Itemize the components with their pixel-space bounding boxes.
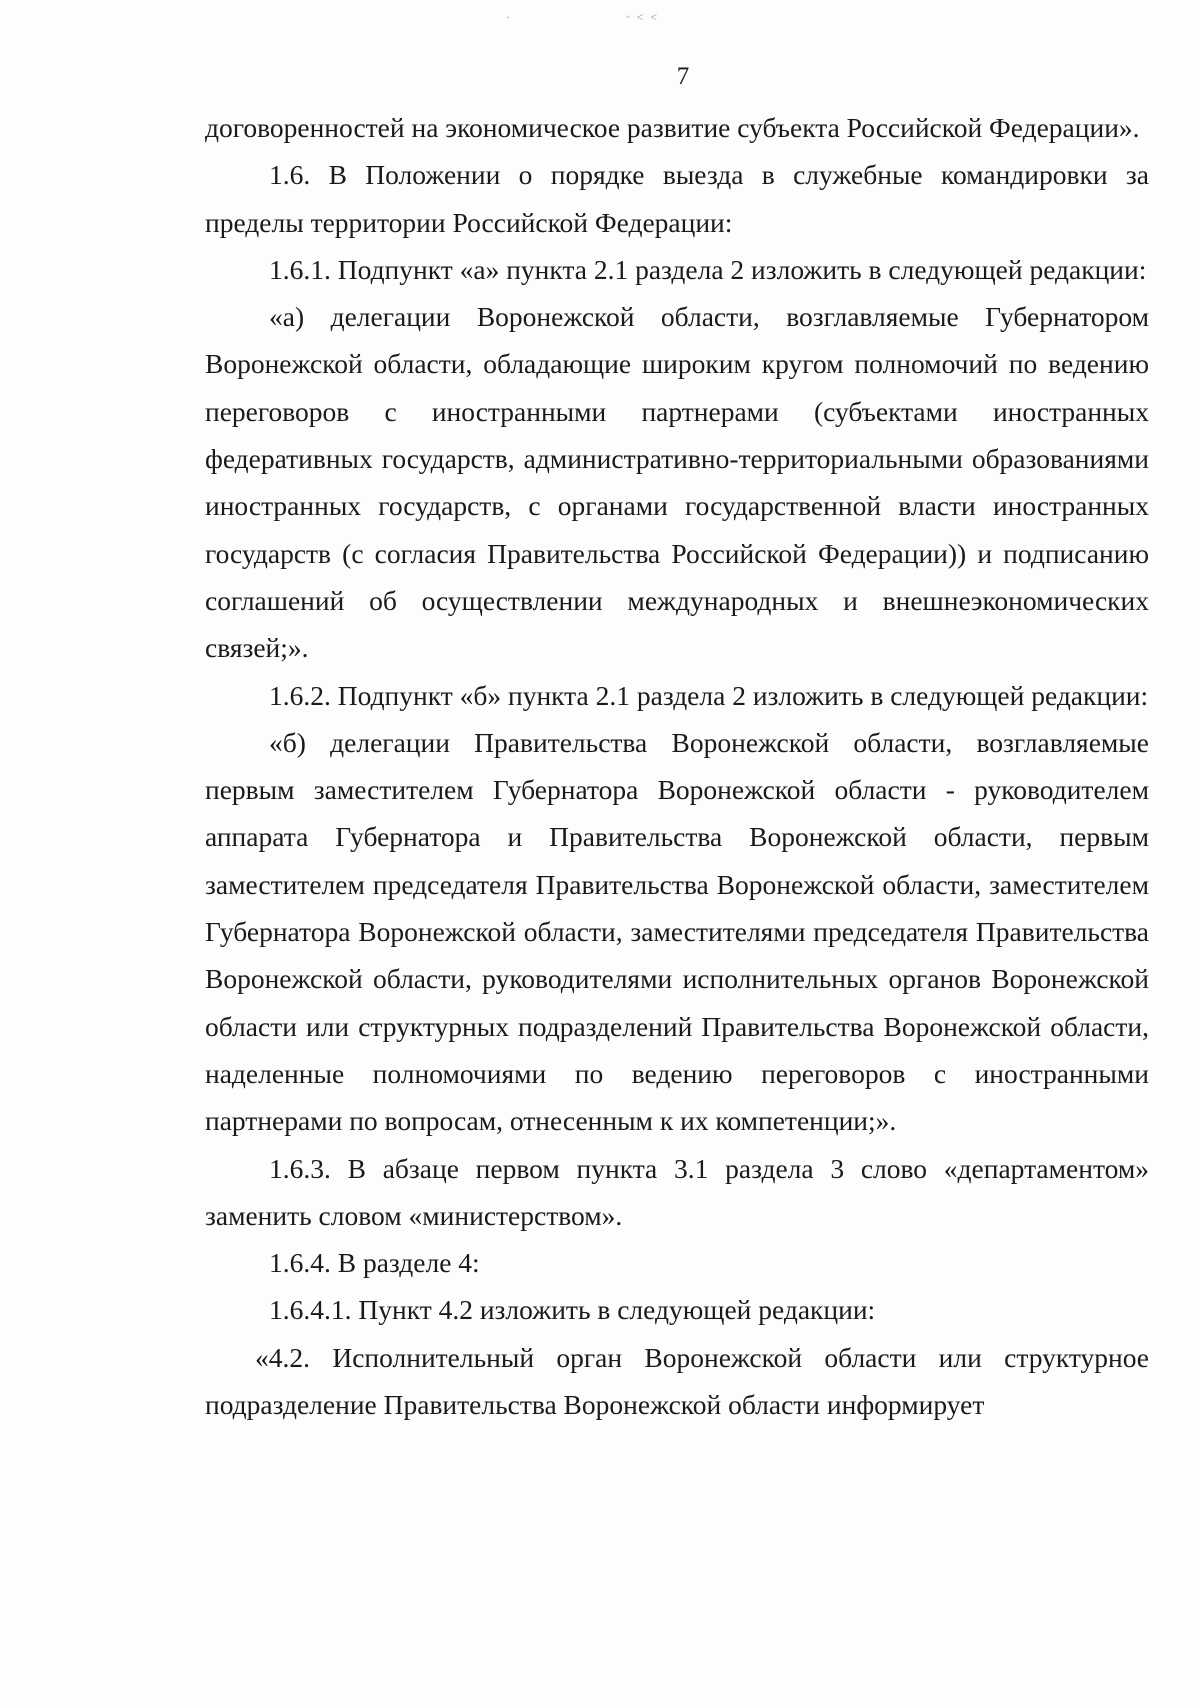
paragraph-item-1-6-3: 1.6.3. В абзаце первом пункта 3.1 раздела 3 слово «департаментом» заменить словом «министерством». (205, 1152, 1149, 1231)
scan-artifact-top-left: · (506, 10, 512, 24)
paragraph-item-1-6-1: 1.6.1. Подпункт «а» пункта 2.1 раздела 2 изложить в следующей редакции: (269, 253, 1147, 285)
paragraph-item-1-6-4: 1.6.4. В разделе 4: (269, 1247, 480, 1279)
document-body (205, 104, 1149, 1428)
page-number: 7 (676, 63, 690, 90)
paragraph-item-1-6-4-1: 1.6.4.1. Пункт 4.2 изложить в следующей редакции: (269, 1294, 876, 1326)
paragraph-continuation: договоренностей на экономическое развитие субъекта Российской Федерации». (205, 112, 1140, 143)
paragraph-quote-4-2: «4.2. Исполнительный орган Воронежской области или структурное подразделение Правительства Воронежской области информирует (205, 1341, 1149, 1421)
paragraph-quote-a: «а) делегации Воронежской области, возглавляемые Губернатором Воронежской области, обладающие широким кругом полномочий по ведению переговоров с иностранными партнерами (субъектами иностранных федеративных государств, административно-территориальными образованиями иностранных государств, с органами государственной власти иностранных государств (с согласия Правительства Российской Федерации)) и подписанию соглашений об осуществлении международных и внешнеэкономических связей;». (205, 301, 1149, 664)
paragraph-item-1-6: 1.6. В Положении о порядке выезда в служебные командировки за пределы территории Российской Федерации: (205, 159, 1149, 238)
scan-artifact-top: ᵕ ˂ ˂ (626, 10, 659, 24)
paragraph-item-1-6-2: 1.6.2. Подпункт «б» пункта 2.1 раздела 2 изложить в следующей редакции: (269, 679, 1149, 711)
paragraph-quote-b: «б) делегации Правительства Воронежской области, возглавляемые первым заместителем Губернатора Воронежской области - руководителем аппарата Губернатора и Правительства Воронежской области, первым заместителем председателя Правительства Воронежской области, заместителем Губернатора Воронежской области, заместителями председателя Правительства Воронежской области, руководителями исполнительных органов Воронежской области или структурных подразделений Правительства Воронежской области, наделенные полномочиями по ведению переговоров с иностранными партнерами по вопросам, отнесенным к их компетенции;». (205, 726, 1149, 1137)
